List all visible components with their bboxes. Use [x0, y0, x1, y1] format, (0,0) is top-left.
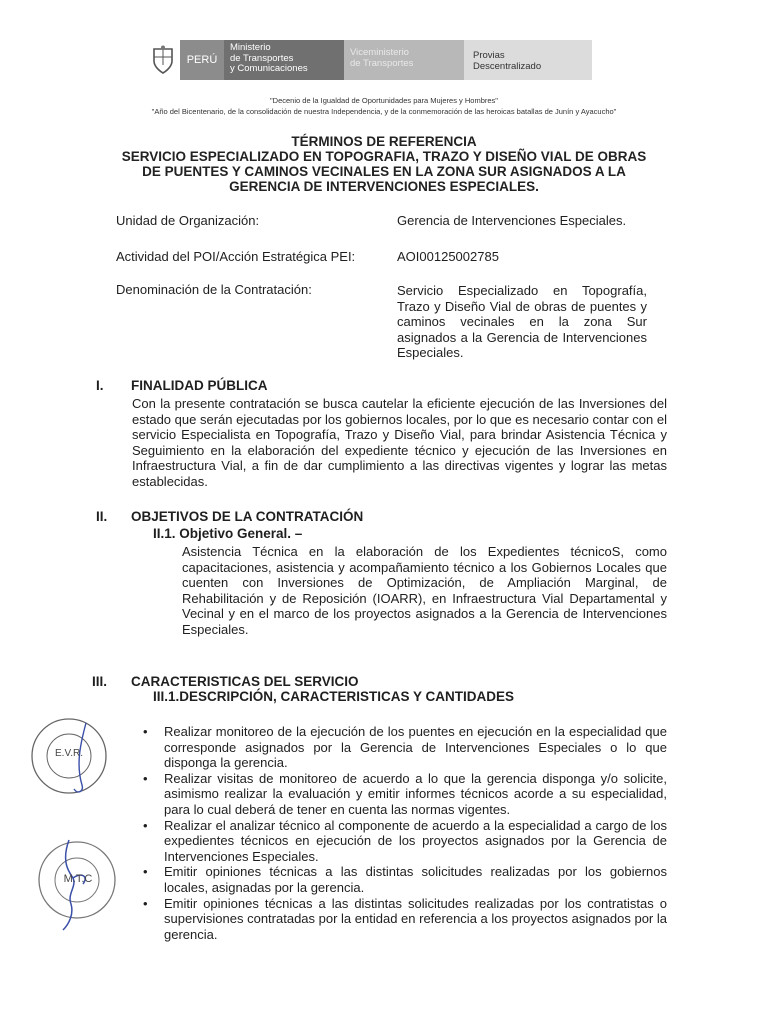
service-characteristics-list: [141, 724, 667, 942]
section-1-text: Con la presente contratación se busca cautelar la eficiente ejecución de las Inversiones del estado que serán ejecutadas por los gobiernos locales, por lo que es necesario contar con el servicio Especialista en Topografía, Trazo y Diseño Vial, para brindar Asistencia Técnica y Seguimiento en la elaboración del expediente técnico y ejecución de las Inversiones en Infraestructura Vial, a fin de dar cumplimiento a las directivas vigentes y lograr las metas establecidas.: [132, 396, 667, 489]
list-item: • Realizar monitoreo de la ejecución de los puentes en ejecución en la especialidad que corresponde asignados por la Gerencia de Intervenciones Especiales o lo que disponga la gerencia.: [141, 724, 667, 771]
denomination-value: Servicio Especializado en Topografía, Trazo y Diseño Vial de obras de puentes y caminos vecinales en la zona Sur asignados a la Gerencia de Intervenciones Especiales.: [397, 283, 647, 360]
unit-label: Unidad de Organización:: [116, 213, 260, 228]
stamp-initials: E.V.R.: [55, 748, 83, 759]
approval-stamp: [33, 832, 123, 932]
ministry-label: Ministerio de Transportes y Comunicaciones: [224, 40, 344, 80]
document-title: TÉRMINOS DE REFERENCIA: [291, 134, 477, 149]
activity-value: AOI00125002785: [397, 249, 499, 264]
section-3-subtitle: III.1.DESCRIPCIÓN, CARACTERISTICAS Y CANTIDADES: [153, 689, 515, 704]
list-item: • Realizar visitas de monitoreo de acuerdo a lo que la gerencia disponga y/o solicite, asimismo realizar la evaluación y emitir informes técnicos acorde a su especialidad, para lo cual deberá de tener en cuenta las normas vigentes.: [141, 771, 667, 818]
list-item: • Realizar el analizar técnico al componente de acuerdo a la especialidad a cargo de los expedientes técnicos en ejecución de los proyectos asignados por la Gerencia de Intervenciones Especiales.: [141, 818, 667, 865]
service-title-line2: DE PUENTES Y CAMINOS VECINALES EN LA ZONA SUR ASIGNADOS A LA: [142, 164, 626, 179]
stamp-initials: M.T.C: [63, 873, 93, 885]
section-1-title: FINALIDAD PÚBLICA: [131, 378, 268, 393]
section-3-number: III.: [92, 674, 108, 689]
unit-value: Gerencia de Intervenciones Especiales.: [397, 213, 627, 228]
section-1-number: I.: [96, 378, 104, 393]
denomination-label: Denominación de la Contratación:: [116, 282, 312, 297]
decade-motto: "Decenio de la Igualdad de Oportunidades para Mujeres y Hombres": [270, 96, 498, 105]
activity-label: Actividad del POI/Acción Estratégica PEI:: [116, 249, 356, 264]
list-item: • Emitir opiniones técnicas a las distintas solicitudes realizadas por los gobiernos locales, asignadas por la gerencia.: [141, 864, 667, 895]
section-2-title: OBJETIVOS DE LA CONTRATACIÓN: [131, 509, 364, 524]
coat-of-arms-icon: [146, 40, 180, 80]
country-label: PERÚ: [180, 40, 224, 80]
service-title-line1: SERVICIO ESPECIALIZADO EN TOPOGRAFIA, TRAZO Y DISEÑO VIAL DE OBRAS: [121, 149, 647, 164]
section-3-title: CARACTERISTICAS DEL SERVICIO: [131, 674, 359, 689]
provias-label: Provias Descentralizado: [464, 40, 592, 80]
section-2-subtitle: II.1. Objetivo General. –: [153, 526, 303, 541]
approval-stamp: [28, 715, 110, 797]
list-item: • Emitir opiniones técnicas a las distintas solicitudes realizadas por los contratistas o supervisiones contratadas por la entidad en referencia a los proyectos asignados por la gerencia.: [141, 896, 667, 943]
institutional-banner: [146, 40, 592, 80]
year-motto: "Año del Bicentenario, de la consolidación de nuestra Independencia, y de la conmemoración de las heroicas batallas de Junín y Ayacucho": [151, 107, 617, 116]
section-2-text: Asistencia Técnica en la elaboración de los Expedientes técnicoS, como capacitaciones, asistencia y acompañamiento técnico a los Gobiernos Locales que cuenten con Inversiones de Optimización, de Ampliación Marginal, de Rehabilitación y de Reposición (IOARR), en Infraestructura Vial Departamental y Vecinal y en el marco de los proyectos asignados a la Gerencia de Intervenciones Especiales.: [182, 544, 667, 637]
viceministry-label: Viceministerio de Transportes: [344, 40, 464, 80]
service-title-line3: GERENCIA DE INTERVENCIONES ESPECIALES.: [229, 179, 539, 194]
section-2-number: II.: [96, 509, 108, 524]
